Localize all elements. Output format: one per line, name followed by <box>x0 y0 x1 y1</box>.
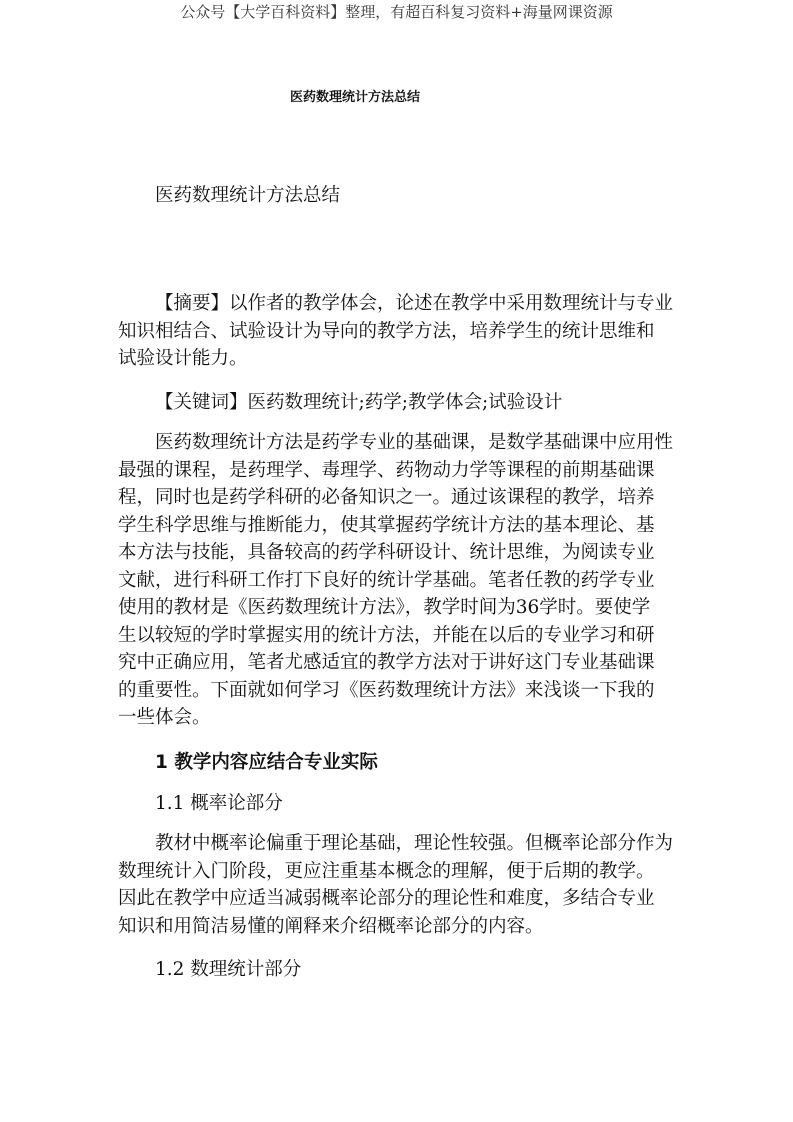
text-line: 一些体会。 <box>118 707 211 728</box>
text-line: 因此在教学中应适当减弱概率论部分的理论性和难度，多结合专业 <box>118 888 655 909</box>
text-line: 试验设计能力。 <box>118 348 248 369</box>
probability-paragraph <box>118 830 678 940</box>
text-line: 究中正确应用，笔者尤感适宜的教学方法对于讲好这门专业基础课 <box>118 652 655 673</box>
text-line: 知识相结合、试验设计为导向的教学方法，培养学生的统计思维和 <box>118 320 655 342</box>
text-line: 医药数理统计方法是药学专业的基础课，是数学基础课中应用性 <box>155 432 674 453</box>
text-line: 生以较短的学时掌握实用的统计方法，并能在以后的专业学习和研 <box>118 624 655 646</box>
keywords-line: 【关键词】医药数理统计;药学;教学体会;试验设计 <box>155 392 563 413</box>
text-line: 【摘要】以作者的教学体会，论述在教学中采用数理统计与专业 <box>155 293 674 314</box>
abstract-paragraph <box>118 290 678 373</box>
intro-paragraph <box>118 429 678 732</box>
text-line: 使用的教材是《医药数理统计方法》，教学时间为36学时。要使学 <box>118 597 651 618</box>
subsection-heading: 1.2 数理统计部分 <box>155 959 302 980</box>
article-subtitle: 医药数理统计方法总结 <box>155 185 341 206</box>
text-line: 学生科学思维与推断能力，使其掌握药学统计方法的基本理论、基 <box>118 514 655 536</box>
page-header-banner: 公众号【大学百科资料】整理，有超百科复习资料+海量网课资源 <box>180 3 613 21</box>
text-line: 教材中概率论偏重于理论基础，理论性较强。但概率论部分作为 <box>155 833 674 854</box>
text-line: 程，同时也是药学科研的必备知识之一。通过该课程的教学，培养 <box>118 487 655 508</box>
section-heading: 1 教学内容应结合专业实际 <box>155 752 378 773</box>
text-line: 知识和用简洁易懂的阐释来介绍概率论部分的内容。 <box>118 915 544 937</box>
text-line: 文献，进行科研工作打下良好的统计学基础。笔者任教的药学专业 <box>118 569 655 591</box>
text-line: 数理统计入门阶段，更应注重基本概念的理解，便于后期的教学。 <box>118 860 655 882</box>
text-line: 最强的课程，是药理学、毒理学、药物动力学等课程的前期基础课 <box>118 459 655 481</box>
document-title: 医药数理统计方法总结 <box>289 90 420 105</box>
text-line: 的重要性。下面就如何学习《医药数理统计方法》来浅谈一下我的 <box>118 679 655 701</box>
text-line: 本方法与技能，具备较高的药学科研设计、统计思维，为阅读专业 <box>118 542 655 563</box>
subsection-heading: 1.1 概率论部分 <box>155 793 283 814</box>
